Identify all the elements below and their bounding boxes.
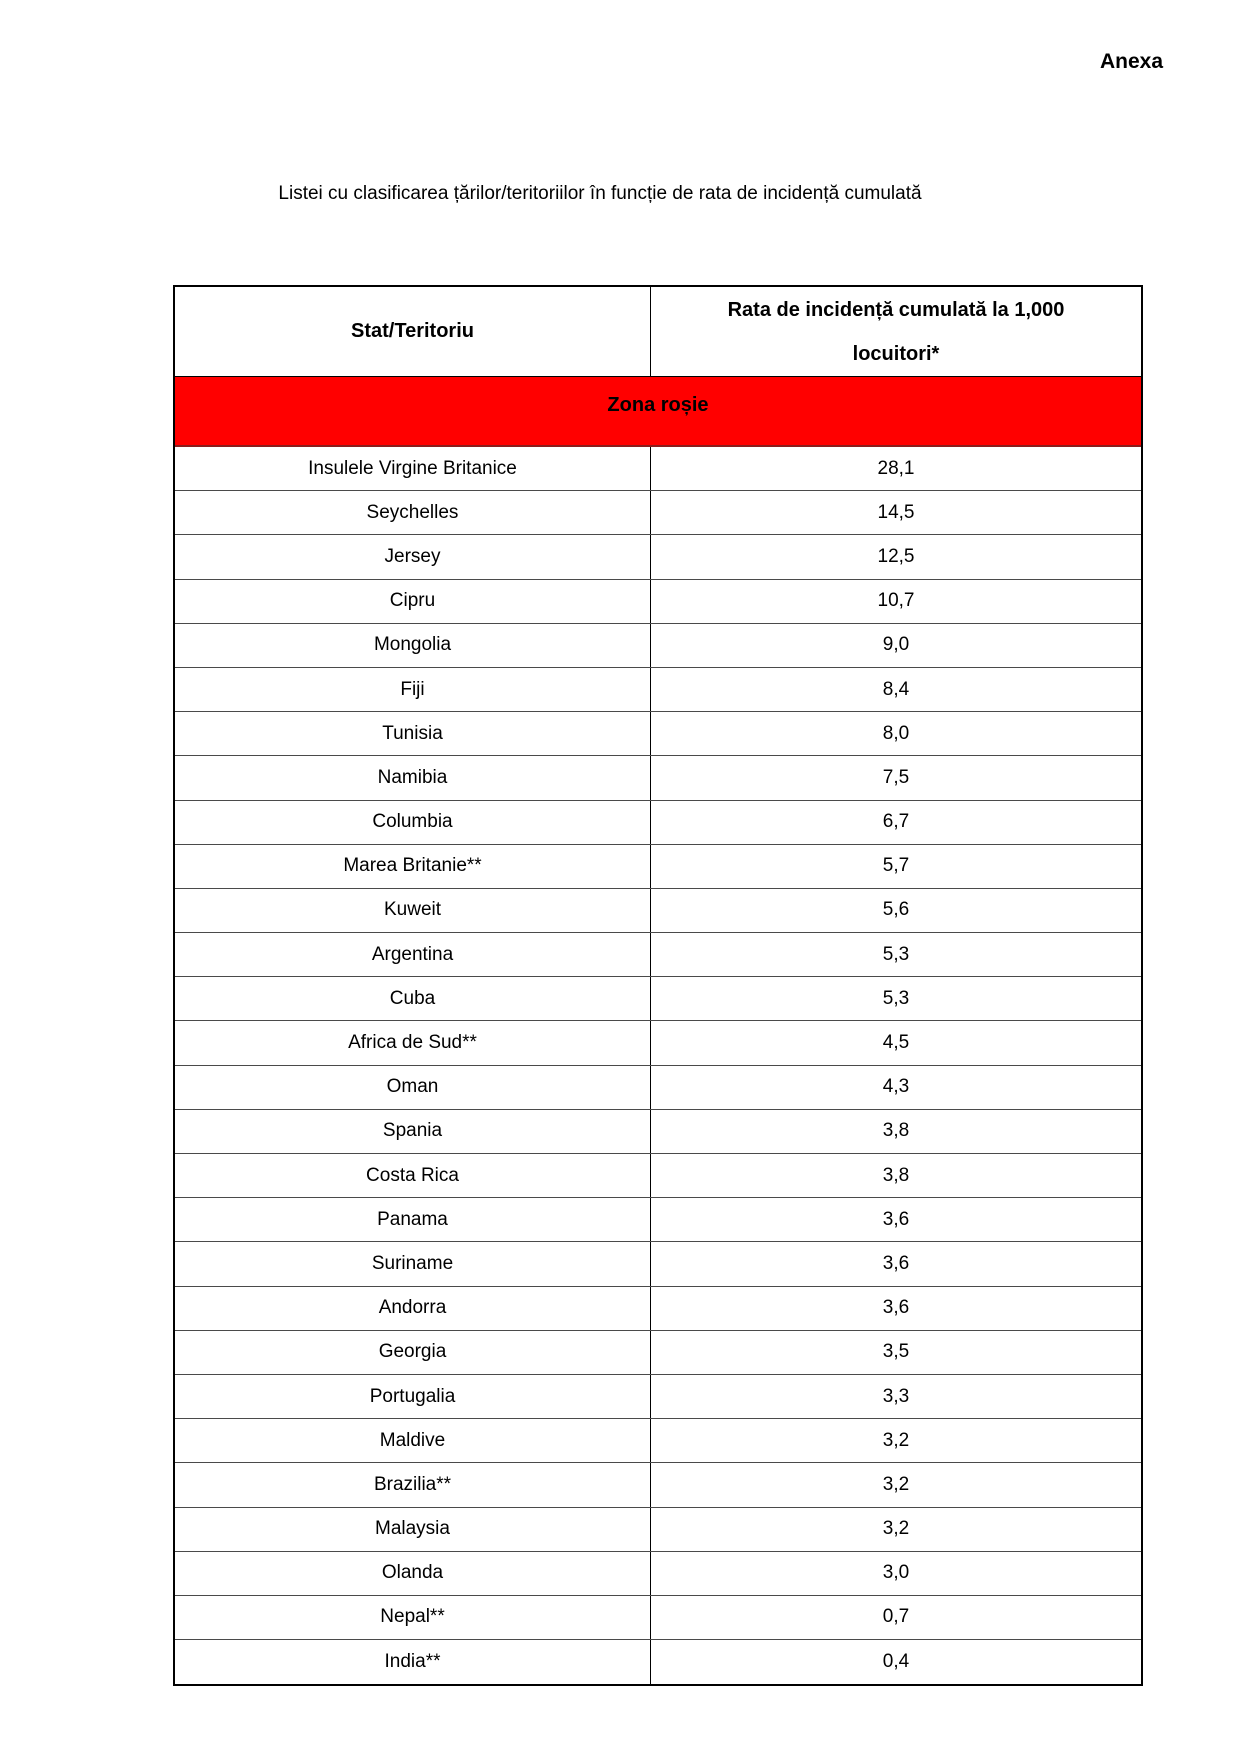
value-cell: 3,6 [882,1208,910,1230]
value-cell: 10,7 [877,590,915,612]
country-cell: Seychelles [175,491,651,534]
country-cell: Brazilia** [175,1463,651,1506]
value-cell: 3,3 [882,1385,910,1407]
value-cell: 12,5 [877,545,915,567]
country-cell: Marea Britanie** [175,845,651,888]
value-cell: 5,6 [882,899,910,921]
header-country-column: Stat/Teritoriu [175,287,651,376]
country-cell: Argentina [175,933,651,976]
country-cell: Malaysia [175,1508,651,1551]
table-row [175,1287,1141,1331]
table-row [175,1154,1141,1198]
value-cell: 4,5 [882,1032,910,1054]
table-row [175,624,1141,668]
table-row [175,1066,1141,1110]
red-zone-banner [175,377,1141,447]
value-cell: 7,5 [882,766,910,788]
table-row [175,580,1141,624]
value-cell: 3,8 [882,1120,910,1142]
value-cell: 3,6 [882,1252,910,1274]
value-cell: 14,5 [877,501,915,523]
value-cell: 3,5 [882,1341,910,1363]
country-cell: Mongolia [175,624,651,667]
table-row [175,889,1141,933]
table-row [175,1463,1141,1507]
table-row [175,1640,1141,1684]
country-cell: Panama [175,1198,651,1241]
table-row [175,1198,1141,1242]
value-cell: 3,0 [882,1562,910,1584]
value-cell: 5,7 [882,855,910,877]
table-row [175,1375,1141,1419]
table-header-row [175,287,1141,377]
country-cell: Kuweit [175,889,651,932]
table-row [175,756,1141,800]
country-cell: Africa de Sud** [175,1021,651,1064]
country-cell: Columbia [175,801,651,844]
table-row [175,933,1141,977]
table-row [175,491,1141,535]
table-row [175,1021,1141,1065]
value-cell: 6,7 [882,811,910,833]
header-rate-line1: Rata de incidență cumulată la 1,000 [727,298,1065,321]
value-cell: 8,4 [882,678,910,700]
annex-label: Anexa [1099,50,1163,73]
country-cell: India** [175,1640,651,1684]
table-row [175,1419,1141,1463]
incidence-table [173,285,1143,1686]
table-row [175,668,1141,712]
country-cell: Suriname [175,1242,651,1285]
page-title: Listei cu clasificarea țărilor/teritoriilor în funcție de rata de incidență cumulată [278,183,922,204]
header-rate-column [651,287,1141,376]
table-row [175,535,1141,579]
value-cell: 3,2 [882,1473,910,1495]
value-cell: 8,0 [882,722,910,744]
value-cell: 5,3 [882,943,910,965]
country-cell: Portugalia [175,1375,651,1418]
country-cell: Namibia [175,756,651,799]
country-cell: Andorra [175,1287,651,1330]
country-cell: Maldive [175,1419,651,1462]
table-row [175,447,1141,491]
table-row [175,1508,1141,1552]
value-cell: 0,7 [882,1606,910,1628]
country-cell: Cuba [175,977,651,1020]
table-row [175,712,1141,756]
table-body [175,447,1141,1684]
country-cell: Cipru [175,580,651,623]
value-cell: 0,4 [882,1651,910,1673]
value-cell: 3,6 [882,1297,910,1319]
country-cell: Nepal** [175,1596,651,1639]
country-cell: Insulele Virgine Britanice [175,447,651,490]
header-rate-line2: locuitori* [852,342,940,365]
red-zone-label: Zona roșie [607,393,709,416]
country-cell: Costa Rica [175,1154,651,1197]
country-cell: Tunisia [175,712,651,755]
table-row [175,1552,1141,1596]
table-row [175,1596,1141,1640]
value-cell: 3,8 [882,1164,910,1186]
country-cell: Oman [175,1066,651,1109]
table-row [175,977,1141,1021]
table-row [175,801,1141,845]
country-cell: Fiji [175,668,651,711]
table-row [175,1331,1141,1375]
country-cell: Olanda [175,1552,651,1595]
value-cell: 5,3 [882,987,910,1009]
value-cell: 3,2 [882,1518,910,1540]
value-cell: 28,1 [877,457,915,479]
value-cell: 9,0 [882,634,910,656]
table-row [175,1110,1141,1154]
country-cell: Spania [175,1110,651,1153]
value-cell: 4,3 [882,1076,910,1098]
country-cell: Jersey [175,535,651,578]
table-row [175,845,1141,889]
value-cell: 3,2 [882,1429,910,1451]
country-cell: Georgia [175,1331,651,1374]
table-row [175,1242,1141,1286]
